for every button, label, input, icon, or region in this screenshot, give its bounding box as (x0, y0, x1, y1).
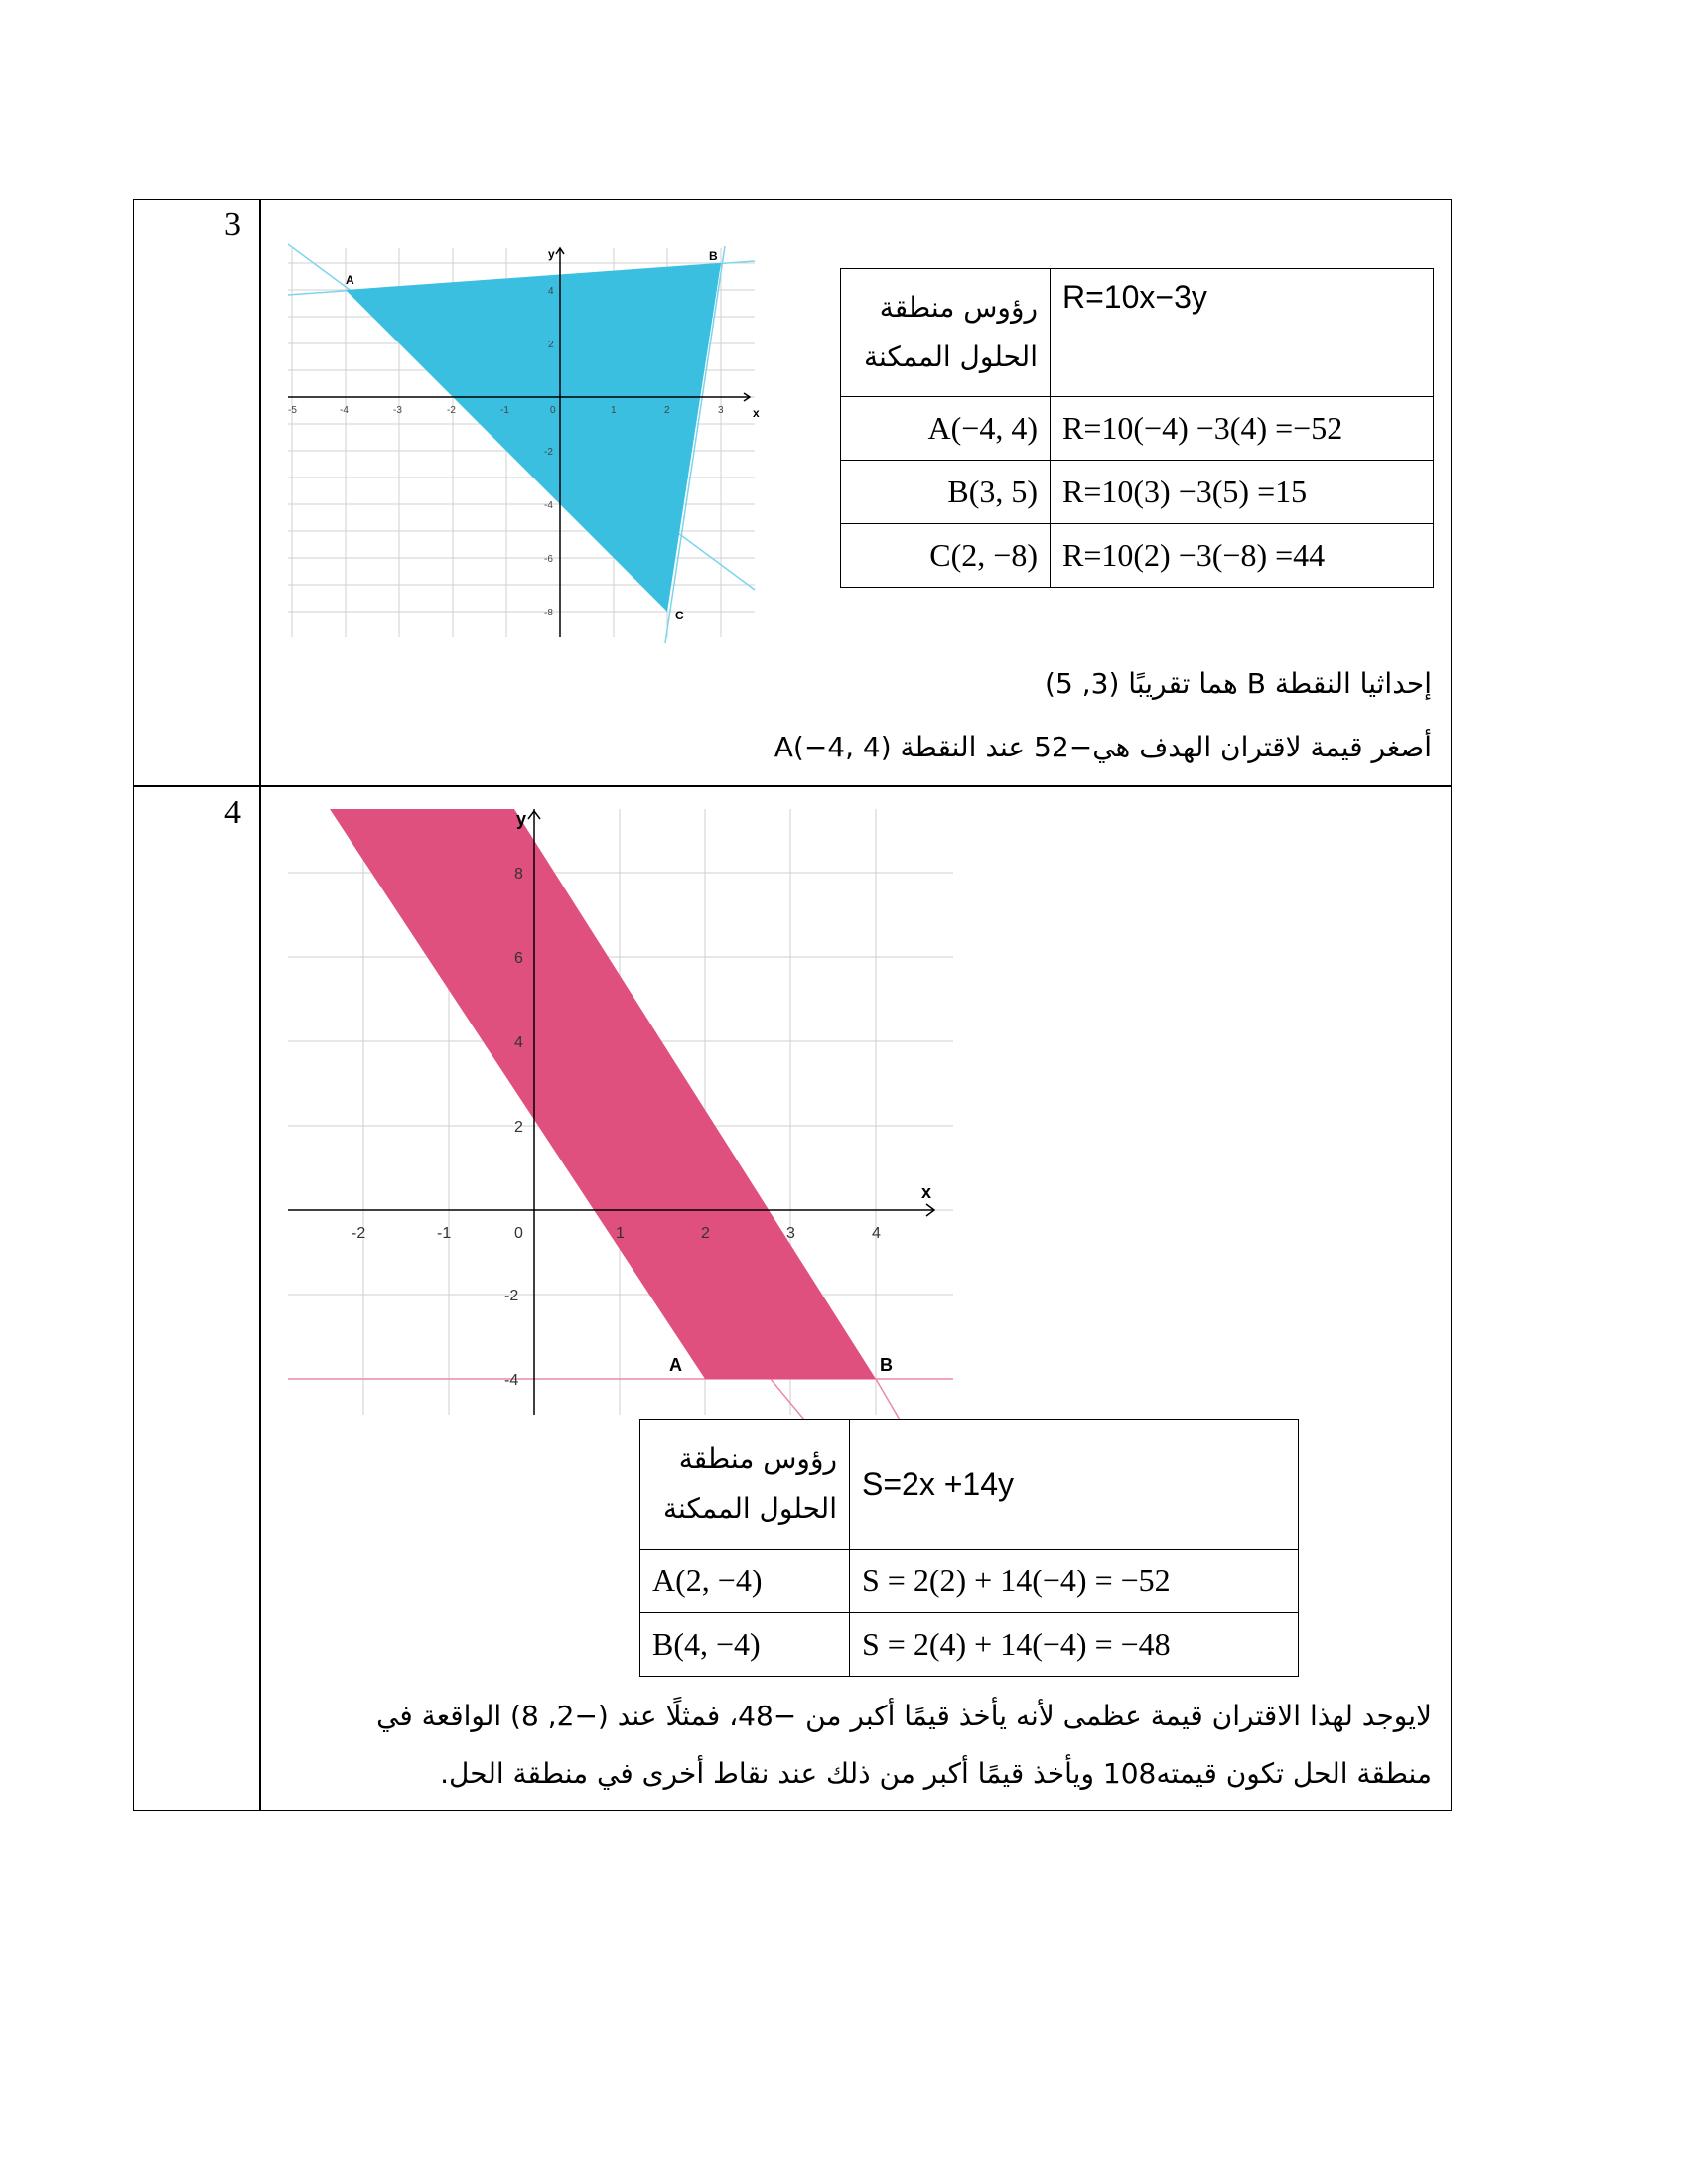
graph-3-ytick: -6 (544, 554, 553, 565)
note-3-line-1: إحداثيا النقطة B هما تقريبًا (3, 5) (1045, 667, 1432, 700)
graph-3 (288, 238, 765, 645)
vertex-label-c: C (675, 609, 684, 622)
note-4-line-2: منطقة الحل تكون قيمته108 ويأخذ قيمًا أكبر من ذلك عند نقاط أخرى في منطقة الحل. (440, 1757, 1432, 1790)
graph-3-ytick: 2 (548, 340, 554, 350)
vertices-table-3 (840, 268, 1434, 588)
graph-4-ytick: -2 (504, 1288, 519, 1304)
graph-3-ytick: 4 (548, 286, 554, 297)
vertices-table-4 (639, 1419, 1299, 1677)
graph-3-ytick: -8 (544, 608, 553, 618)
note-4-line-1: لايوجد لهذا الاقتران قيمة عظمى لأنه يأخذ قيمًا أكبر من −48، فمثلًا عند (−2, 8) الواقعة في (376, 1700, 1432, 1732)
vertex-cell: A(−4, 4) (841, 397, 1051, 461)
graph-3-y-axis-label: y (548, 247, 555, 261)
vertex-label-b: B (880, 1355, 893, 1375)
value-cell: R=10(2) −3(−8) =44 (1051, 524, 1434, 588)
header-expression: R=10x−3y (1051, 269, 1434, 397)
graph-4-x-axis-label: x (921, 1182, 932, 1202)
vertex-cell: B(4, −4) (640, 1613, 850, 1677)
graph-4-xtick: -2 (352, 1225, 366, 1242)
graph-4 (288, 809, 963, 1420)
vertex-label-a: A (669, 1355, 682, 1375)
graph-3-xtick: -5 (288, 405, 297, 416)
graph-3-ytick: -2 (544, 447, 553, 458)
graph-3-xtick: 0 (550, 405, 556, 416)
vertex-cell: C(2, −8) (841, 524, 1051, 588)
table-row-divider (133, 785, 1452, 787)
graph-3-xtick: 1 (611, 405, 617, 416)
value-cell: R=10(−4) −3(4) =−52 (1051, 397, 1434, 461)
graph-4-xtick: 4 (872, 1225, 881, 1242)
header-expression: S=2x +14y (850, 1420, 1299, 1550)
vertex-label-a: A (346, 273, 354, 287)
graph-3-xtick: -2 (447, 405, 456, 416)
graph-4-ytick: 6 (514, 950, 523, 967)
row-number-3: 3 (224, 206, 241, 243)
graph-4-ytick: 4 (514, 1034, 523, 1051)
header-vertices: رؤوس منطقة الحلول الممكنة (841, 269, 1051, 397)
graph-4-ytick: 8 (514, 866, 523, 883)
graph-4-xtick: 1 (616, 1225, 625, 1242)
vertex-cell: A(2, −4) (640, 1550, 850, 1613)
graph-3-xtick: -3 (393, 405, 402, 416)
graph-4-y-axis-label: y (516, 809, 527, 829)
graph-3-xtick: -4 (340, 405, 349, 416)
vertex-label-b: B (709, 249, 718, 263)
graph-3-x-axis-label: x (753, 406, 760, 420)
graph-4-ytick: 2 (514, 1119, 523, 1136)
value-cell: S = 2(2) + 14(−4) = −52 (850, 1550, 1299, 1613)
graph-3-ytick: -4 (544, 500, 553, 511)
graph-4-xtick: 3 (786, 1225, 795, 1242)
feasible-region-4 (330, 809, 876, 1379)
row-number-4: 4 (224, 794, 241, 831)
graph-4-xtick: 2 (701, 1225, 710, 1242)
graph-3-xtick: -1 (500, 405, 509, 416)
graph-4-xtick: 0 (514, 1225, 523, 1242)
graph-3-xtick: 2 (664, 405, 670, 416)
table-column-divider (259, 199, 261, 1811)
note-3-line-2: أصغر قيمة لاقتران الهدف هي−52 عند النقطة A(−4, 4) (774, 731, 1432, 763)
value-cell: R=10(3) −3(5) =15 (1051, 461, 1434, 524)
feasible-region-3 (346, 263, 721, 612)
graph-4-ytick: -4 (504, 1372, 519, 1389)
graph-3-xtick: 3 (718, 405, 724, 416)
vertex-cell: B(3, 5) (841, 461, 1051, 524)
value-cell: S = 2(4) + 14(−4) = −48 (850, 1613, 1299, 1677)
graph-4-xtick: -1 (437, 1225, 452, 1242)
header-vertices: رؤوس منطقة الحلول الممكنة (640, 1420, 850, 1550)
